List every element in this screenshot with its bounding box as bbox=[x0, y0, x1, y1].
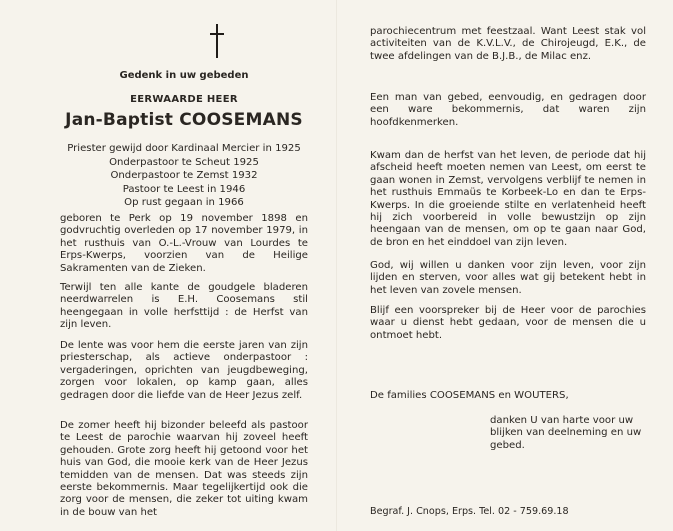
thanks-to-god-paragraph: God, wij willen u danken voor zijn leven, voor zijn lijden en sterven, voor alles wat gij betekent hebt in het leven van zovele mensen. bbox=[370, 260, 646, 296]
printer-credit: Begraf. J. Cnops, Erps. Tel. 02 - 759.69.18 bbox=[370, 506, 569, 517]
birth-death-paragraph: geboren te Perk op 19 november 1898 en godvruchtig overleden op 17 november 1979, in het rusthuis van O.-L.-Vrouw van Lourdes te Erps-Kwerps, voorzien van de Heilige Sakramenten van de Zieken. bbox=[60, 213, 308, 274]
intercessor-paragraph: Blijf een voorspreker bij de Heer voor de parochies waar u dienst hebt gedaan, voor de mensen die u ontmoet hebt. bbox=[370, 305, 646, 341]
honorific-title: EERWAARDE HEER bbox=[130, 94, 238, 105]
career-item: Op rust gegaan in 1966 bbox=[124, 197, 244, 209]
center-fold bbox=[336, 0, 337, 531]
autumn-of-life-paragraph: Kwam dan de herfst van het leven, de periode dat hij afscheid heeft moeten nemen van Leest, om eerst te gaan wonen in Zemst, vervolgens verblijf te nemen in het rusthuis Emmaüs te Korbeek-Lo en dan te Erps-Kwerps. In die groeiende stilte en verlatenheid heeft hij zich voorbereid in volle bewustzijn op zijn heengaan van de mensen, om op te gaan naar God, de bron en het einddoel van zijn leven. bbox=[370, 150, 646, 248]
families-line: De families COOSEMANS en WOUTERS, bbox=[370, 390, 569, 401]
remember-line: Gedenk in uw gebeden bbox=[119, 70, 249, 81]
career-item: Priester gewijd door Kardinaal Mercier in 1925 bbox=[67, 143, 301, 154]
career-item: Onderpastoor te Zemst 1932 bbox=[110, 170, 258, 182]
career-list bbox=[60, 142, 308, 210]
thanks-note: danken U van harte voor uw blijken van deelneming en uw gebed. bbox=[490, 415, 642, 451]
prayer-man-paragraph: Een man van gebed, eenvoudig, en gedragen door een ware bekommernis, dat waren zijn hoofdkenmerken. bbox=[370, 92, 646, 128]
spring-paragraph: De lente was voor hem die eerste jaren van zijn priesterschap, als actieve onderpastoor : vergaderingen, oprichten van jeugdbeweging, zorgen voor lokalen, op kamp gaan, alles gedragen door die liefde van de Heer Jezus zelf. bbox=[60, 340, 308, 401]
career-item: Pastoor te Leest in 1946 bbox=[122, 183, 246, 195]
deceased-name: Jan-Baptist COOSEMANS bbox=[65, 110, 303, 130]
autumn-paragraph: Terwijl ten alle kante de goudgele bladeren neerdwarrelen is E.H. Coosemans stil heengegaan in volle herfsttijd : de Herfst van zijn leven. bbox=[60, 282, 308, 331]
parish-centre-paragraph: parochiecentrum met feestzaal. Want Leest stak vol activiteiten van de K.V.L.V., de Chirojeugd, E.K., de twee afdelingen van de B.J.B., de Milac enz. bbox=[370, 26, 646, 62]
summer-paragraph: De zomer heeft hij bizonder beleefd als pastoor te Leest de parochie waarvan hij zoveel heeft gehouden. Grote zorg heeft hij getoond voor het huis van God, die mooie kerk van de Heer Jezus temidden van de mensen. Dat was steeds zijn eerste bekommernis. Maar tegelijkertijd ook die zorg voor de mensen, die zeker tot uiting kwam in de bouw van het bbox=[60, 420, 308, 518]
cross-icon bbox=[210, 24, 224, 58]
career-item: Onderpastoor te Scheut 1925 bbox=[109, 156, 259, 168]
